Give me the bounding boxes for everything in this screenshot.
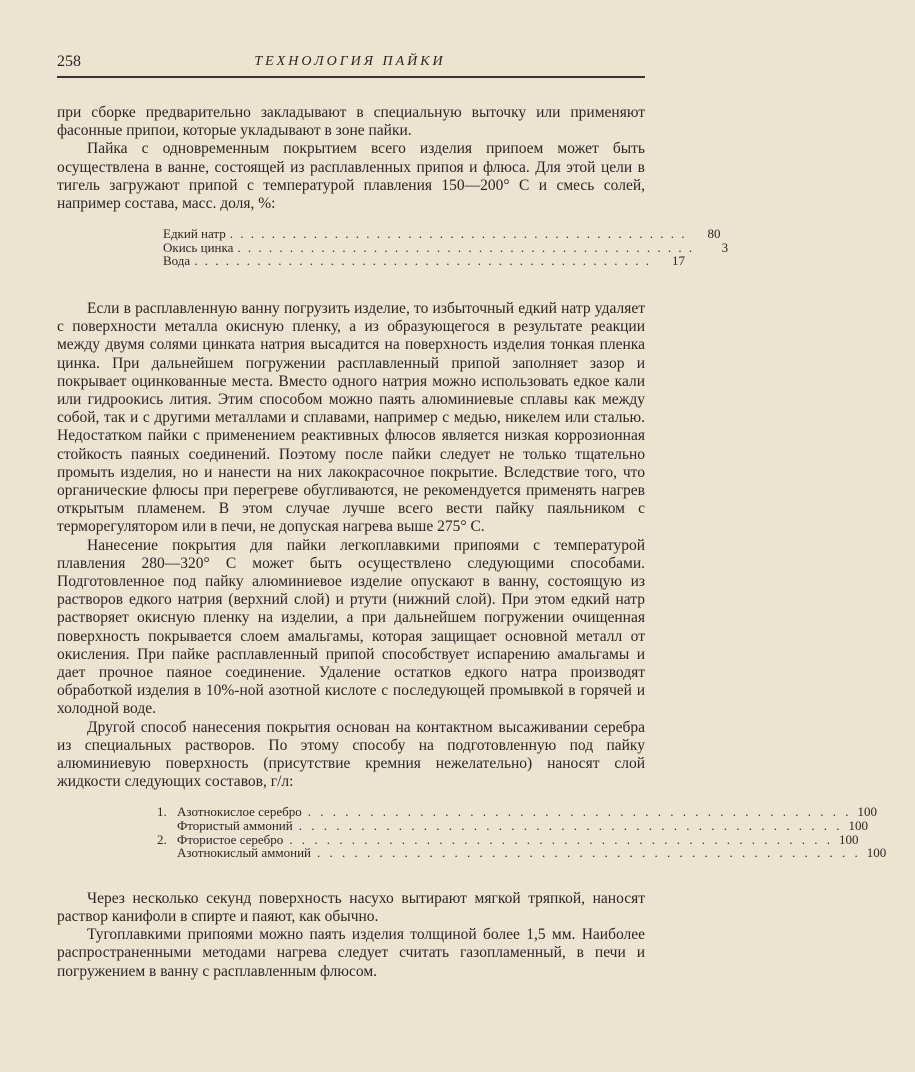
- list-item-label: Едкий натр: [163, 226, 226, 242]
- list-item: [163, 226, 721, 242]
- list-item-value: 17: [671, 253, 685, 269]
- page-number: 258: [57, 53, 81, 70]
- list-item-value: 100: [866, 845, 887, 861]
- list-item-value: 80: [707, 226, 721, 242]
- page-body: [57, 104, 887, 981]
- leader-dots: . . . . . . . . . . . . . . . . . . . . . . . . . . . . . . . . . . . . . . . . . . . .: [237, 239, 695, 255]
- paragraph: Если в расплавленную ванну погрузить изделие, то избыточный едкий натр удаляет с поверхности металла окисную пленку, а из образующегося в результате реакции между двумя солями цинката натрия высадится на поверхность изделия тонкая пленка цинка. При дальнейшем погружении расплавленный припой заполняет зазор и покрывает оцинкованные места. Вместо одного натрия можно использовать едкое кали или гидроокись лития. Этим способом можно паять алюминиевые сплавы как между собой, так и с другими металлами и сплавами, например с медью, никелем или сталью. Недостатком пайки с применением реактивных флюсов является низкая коррозионная стойкость паяных соединений. Поэтому после пайки следует не только тщательно промыть изделия, но и нанести на них лакокрасочное покрытие. Вследствие того, что органические флюсы при перегреве обугливаются, не рекомендуется применять нагрев открытым пламенем. В этом случае лучше всего вести пайку паяльником с терморегулятором или в печи, не допуская нагрева выше 275° С.: [57, 300, 645, 536]
- header-rule: [57, 76, 645, 78]
- list-item-value: 100: [857, 804, 877, 820]
- paragraph: Нанесение покрытия для пайки легкоплавкими припоями с температурой плавления 280—320° С может быть осуществлено следующими способами. Подготовленное под пайку алюминиевое изделие опускают в ванну, состоящую из растворов едкого натрия (верхний слой) и ртути (нижний слой). При этом едкий натр растворяет окисную пленку на изделии, а при дальнейшем погружении очищенная поверхность покрывается слоем амальгамы, которая защищает основной металл от окисления. При пайке расплавленный припой способствует испарению амальгамы и дает прочное паяное соединение. Удаление остатков едкого натра производят обработкой изделия в 10%-ной азотной кислоте с последующей промывкой в горячей и холодной воде.: [57, 536, 645, 718]
- list-item-number: 1.: [157, 804, 167, 820]
- running-title: ТЕХНОЛОГИЯ ПАЙКИ: [254, 54, 446, 69]
- list-item: [157, 845, 887, 861]
- leader-dots: . . . . . . . . . . . . . . . . . . . . . . . . . . . . . . . . . . . . . . . . . . . .: [289, 831, 834, 847]
- paragraph: Тугоплавкими припоями можно паять изделия толщиной более 1,5 мм. Наиболее распространенными методами нагрева следует считать газопламенный, в печи и погружением в ванну с расплавленным флюсом.: [57, 926, 645, 980]
- list-item-value: 3: [721, 239, 729, 255]
- leader-dots: . . . . . . . . . . . . . . . . . . . . . . . . . . . . . . . . . . . . . . . . . . . .: [307, 804, 852, 820]
- list-item-value: 100: [839, 831, 859, 847]
- list-item-label: Фтористый аммоний: [177, 818, 293, 834]
- paragraph: Пайка с одновременным покрытием всего изделия припоем может быть осуществлена в ванне, состоящей из расплавленных припоя и флюса. Для этой цели в тигель загружают припой с температурой плавления 150—200° С и смесь солей, например состава, масс. доля, %:: [57, 140, 645, 213]
- solutions-list: [157, 804, 887, 861]
- list-item-number: [157, 846, 177, 860]
- leader-dots: . . . . . . . . . . . . . . . . . . . . . . . . . . . . . . . . . . . . . . . . . . . .: [316, 845, 861, 861]
- list-item: [163, 253, 685, 269]
- list-item: [163, 239, 729, 255]
- paragraph: Другой способ нанесения покрытия основан на контактном высаживании серебра из специальных растворов. По этому способу на подготовленную под пайку алюминиевую поверхность (присутствие кремния нежелательно) наносят слой жидкости следующих составов, г/л:: [57, 718, 645, 791]
- page-header: [57, 53, 643, 75]
- leader-dots: . . . . . . . . . . . . . . . . . . . . . . . . . . . . . . . . . . . . . . . . . . . .: [229, 226, 687, 242]
- composition-list: [163, 226, 729, 269]
- list-item-number: [157, 819, 177, 833]
- leader-dots: . . . . . . . . . . . . . . . . . . . . . . . . . . . . . . . . . . . . . . . . . . . .: [298, 818, 843, 834]
- list-item: [157, 818, 868, 834]
- list-item-value: 100: [848, 818, 868, 834]
- list-item-label: Окись цинка: [163, 239, 234, 255]
- list-item: [157, 831, 859, 847]
- leader-dots: . . . . . . . . . . . . . . . . . . . . . . . . . . . . . . . . . . . . . . . . . . . .: [194, 253, 651, 269]
- list-item-number: 2.: [157, 831, 167, 847]
- list-item: [157, 804, 877, 820]
- paragraph: при сборке предварительно закладывают в специальную выточку или применяют фасонные припои, которые укладывают в зоне пайки.: [57, 104, 645, 140]
- list-item-label: Фтористое серебро: [177, 831, 284, 847]
- paragraph: Через несколько секунд поверхность насухо вытирают мягкой тряпкой, наносят раствор канифоли в спирте и паяют, как обычно.: [57, 889, 645, 926]
- list-item-label: Азотнокислый аммоний: [177, 845, 311, 861]
- list-item-label: Вода: [163, 253, 191, 269]
- list-item-label: Азотнокислое серебро: [177, 804, 302, 820]
